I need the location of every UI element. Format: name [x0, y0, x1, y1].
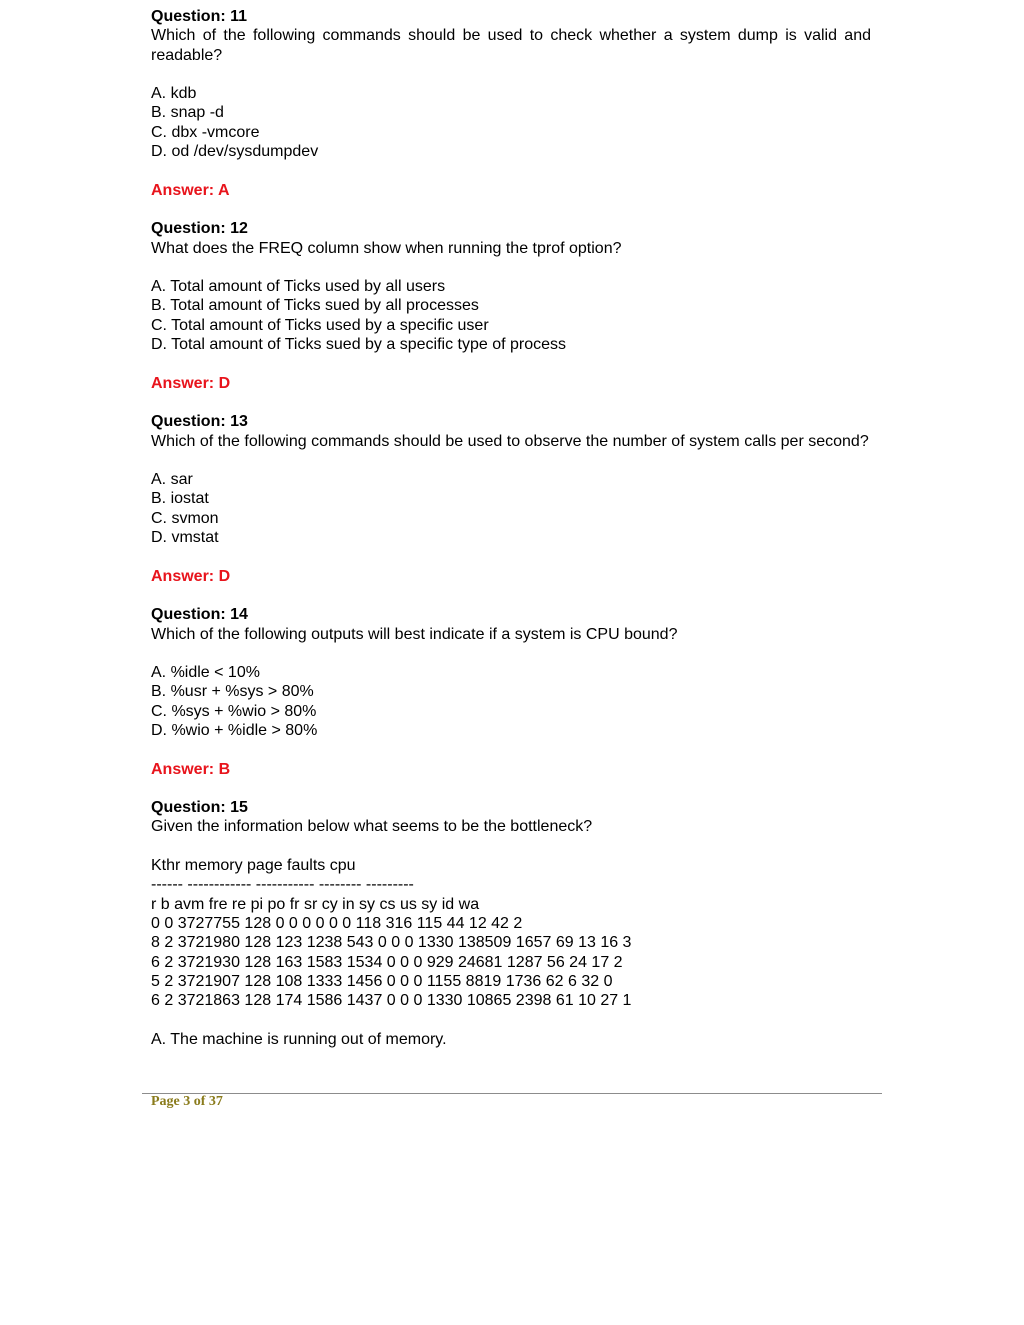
- option-c: C. dbx -vmcore: [151, 123, 260, 141]
- page-number: Page 3 of 37: [151, 1094, 223, 1109]
- output-line: 0 0 3727755 128 0 0 0 0 0 0 118 316 115 44 12 42 2: [151, 914, 523, 932]
- option-c: C. %sys + %wio > 80%: [151, 702, 317, 720]
- option-a: A. kdb: [151, 85, 197, 103]
- option-c: C. Total amount of Ticks used by a specific user: [151, 316, 489, 334]
- question-text: What does the FREQ column show when running the tprof option?: [151, 239, 622, 257]
- question-text: Which of the following commands should be used to observe the number of system calls per second?: [151, 432, 869, 450]
- question-heading: Question: 15: [151, 799, 248, 817]
- question-text: Which of the following commands should be used to check whether a system dump is valid and readable?: [151, 27, 871, 64]
- option-b: B. Total amount of Ticks sued by all processes: [151, 297, 479, 315]
- question-heading: Question: 14: [151, 606, 248, 624]
- option-c: C. svmon: [151, 509, 219, 527]
- option-a: A. Total amount of Ticks used by all users: [151, 278, 446, 296]
- option-b: B. snap -d: [151, 104, 224, 122]
- question-heading: Question: 12: [151, 220, 248, 238]
- option-a: A. %idle < 10%: [151, 664, 260, 682]
- output-line: r b avm fre re pi po fr sr cy in sy cs us sy id wa: [151, 895, 480, 913]
- option-d: D. %wio + %idle > 80%: [151, 721, 318, 739]
- answer-label: Answer: D: [151, 374, 231, 392]
- option-a: A. The machine is running out of memory.: [151, 1030, 447, 1048]
- question-text: Which of the following outputs will best indicate if a system is CPU bound?: [151, 625, 678, 643]
- option-d: D. od /dev/sysdumpdev: [151, 143, 319, 161]
- footer-divider: [142, 1093, 882, 1094]
- answer-label: Answer: D: [151, 567, 231, 585]
- output-line: 6 2 3721863 128 174 1586 1437 0 0 0 1330 10865 2398 61 10 27 1: [151, 992, 632, 1010]
- option-d: D. vmstat: [151, 529, 219, 547]
- output-line: ------ ------------ ----------- -------- ---------: [151, 876, 414, 894]
- option-b: B. iostat: [151, 490, 209, 508]
- vmstat-output: [151, 856, 871, 1010]
- option-d: D. Total amount of Ticks sued by a specific type of process: [151, 336, 567, 354]
- option-b: B. %usr + %sys > 80%: [151, 683, 314, 701]
- output-line: 8 2 3721980 128 123 1238 543 0 0 0 1330 138509 1657 69 13 16 3: [151, 934, 632, 952]
- output-line: 6 2 3721930 128 163 1583 1534 0 0 0 929 24681 1287 56 24 17 2: [151, 953, 623, 971]
- option-a: A. sar: [151, 471, 193, 489]
- answer-label: Answer: B: [151, 760, 231, 778]
- question-heading: Question: 11: [151, 8, 248, 25]
- answer-label: Answer: A: [151, 181, 230, 199]
- question-heading: Question: 13: [151, 413, 248, 431]
- question-text: Given the information below what seems to be the bottleneck?: [151, 818, 593, 836]
- output-line: Kthr memory page faults cpu: [151, 857, 356, 875]
- output-line: 5 2 3721907 128 108 1333 1456 0 0 0 1155 8819 1736 62 6 32 0: [151, 972, 613, 990]
- document-body: [151, 7, 871, 1049]
